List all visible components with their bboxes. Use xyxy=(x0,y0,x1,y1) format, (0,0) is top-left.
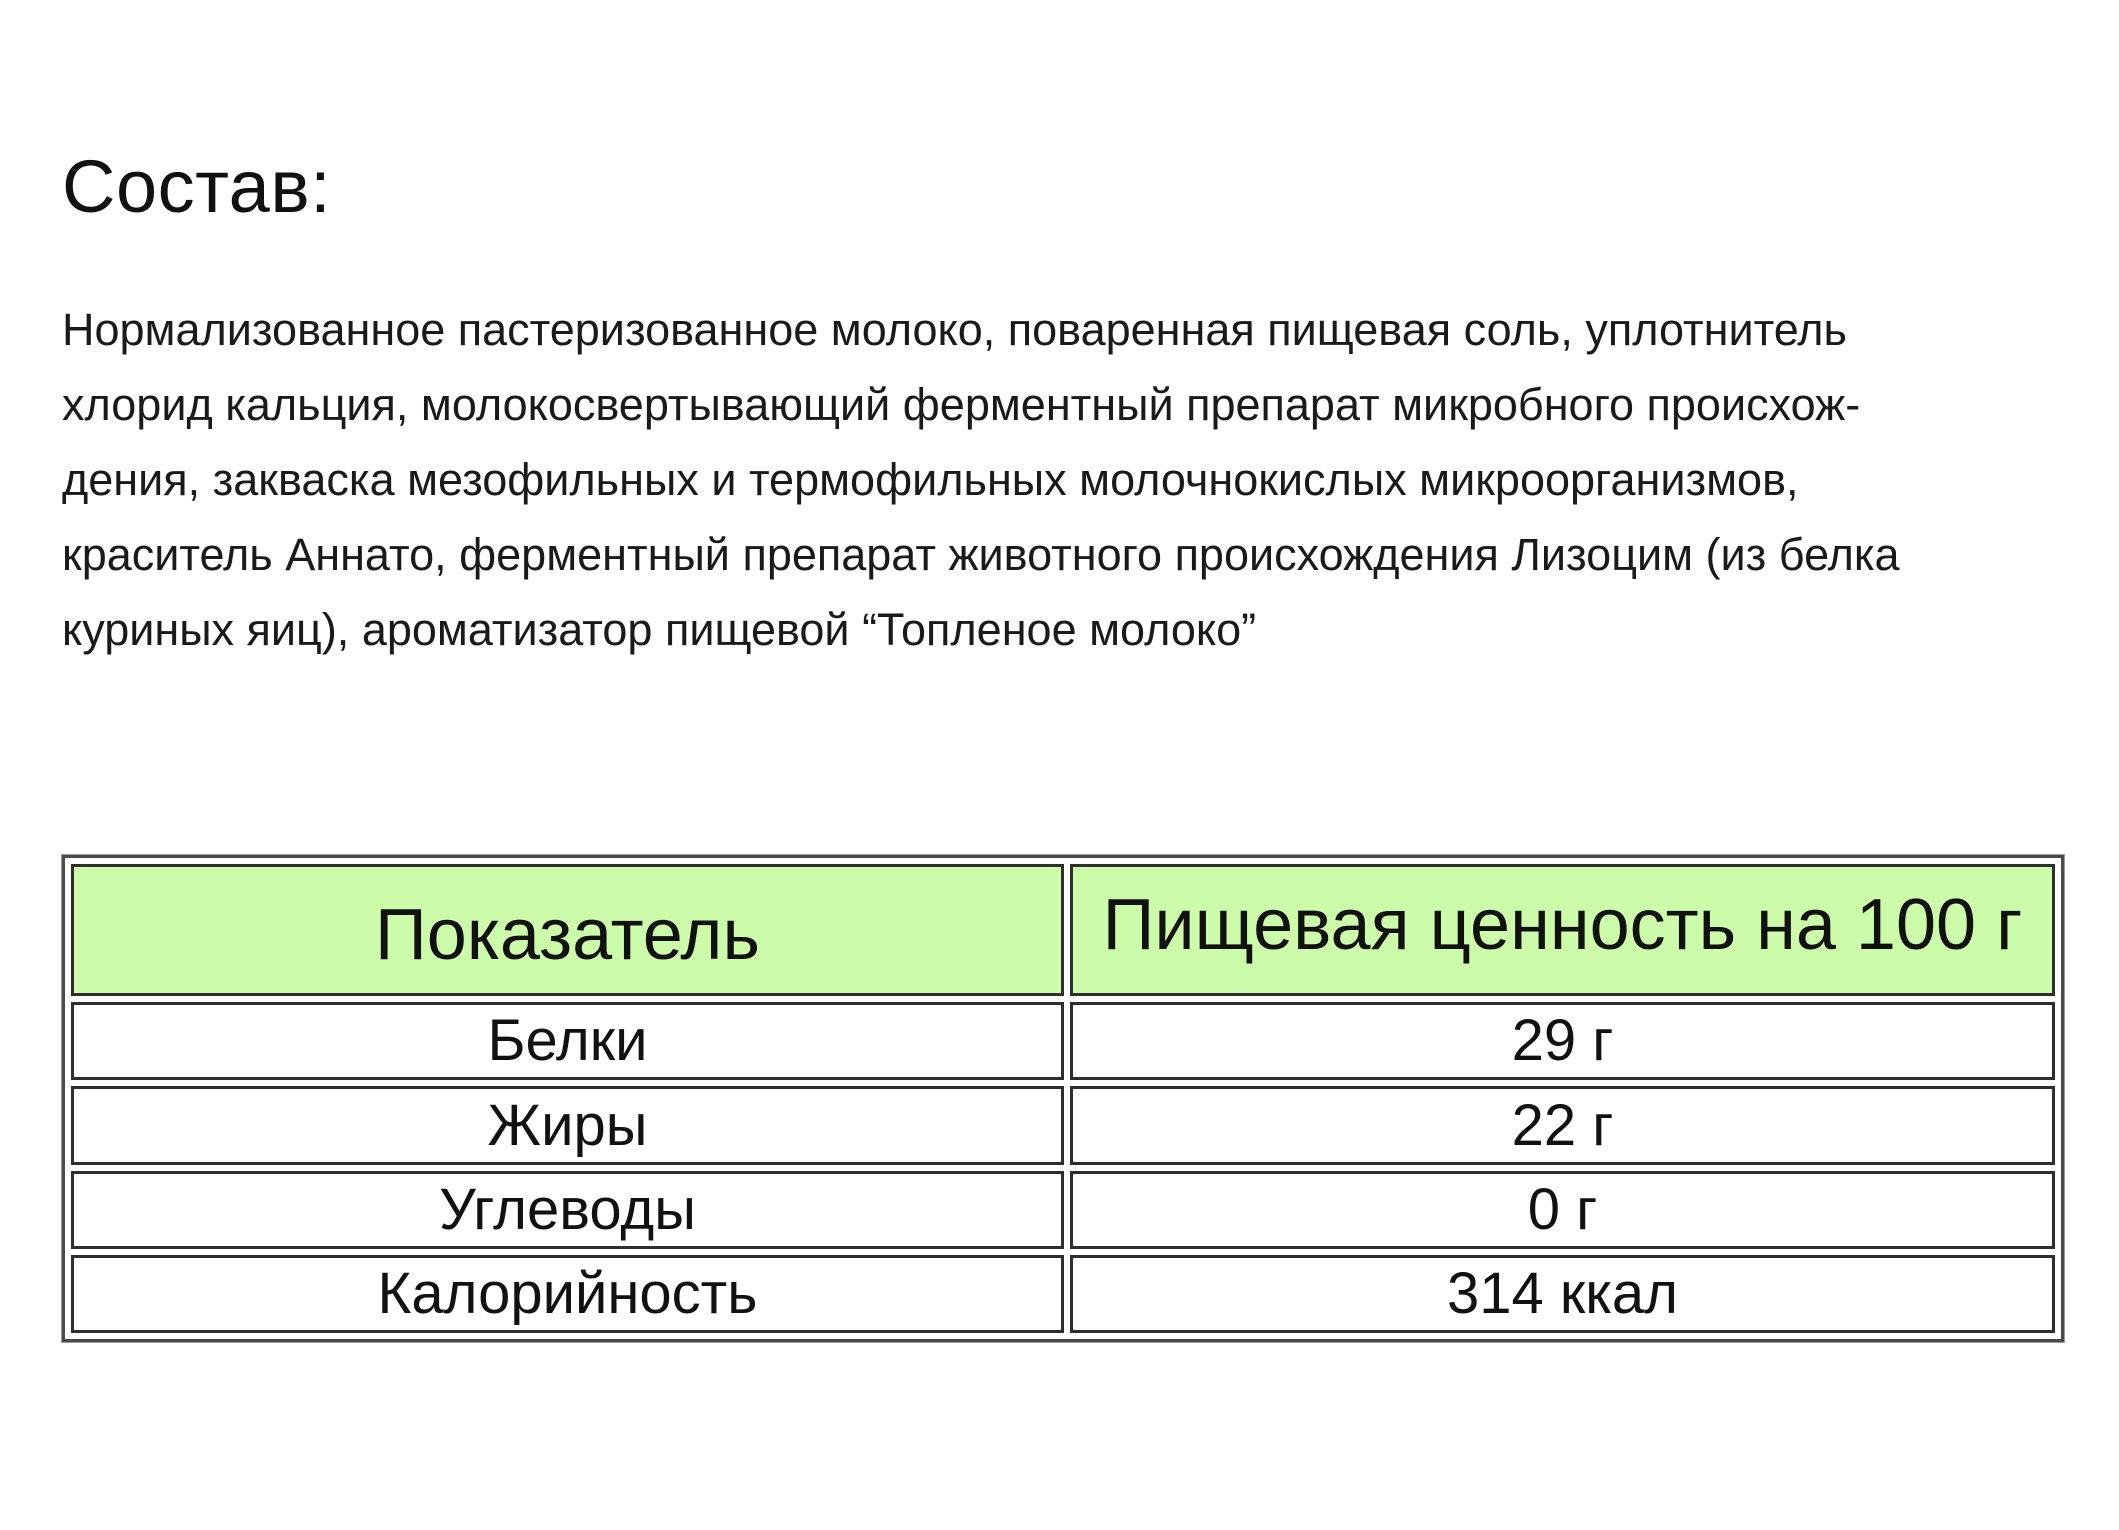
page-title: Состав: xyxy=(62,145,332,228)
row-label-fat: Жиры xyxy=(71,1086,1064,1164)
composition-line: краситель Аннато, ферментный препарат животного происхождения Лизоцим (из белка xyxy=(62,529,1900,580)
table-row xyxy=(71,1002,2055,1080)
composition-line: куриных яиц), ароматизатор пищевой “Топленое молоко” xyxy=(62,604,1257,655)
row-label-protein: Белки xyxy=(71,1002,1064,1080)
table-row xyxy=(71,1255,2055,1333)
composition-line: дения, закваска мезофильных и термофильных молочнокислых микроорганизмов, xyxy=(62,454,1799,505)
table-row xyxy=(71,1086,2055,1164)
table-header-row xyxy=(71,864,2055,996)
header-nutritional-value: Пищевая ценность на 100 г xyxy=(1070,864,2055,996)
row-value-calories: 314 ккал xyxy=(1070,1255,2055,1333)
row-value-carbs: 0 г xyxy=(1070,1171,2055,1249)
composition-line: хлорид кальция, молокосвертывающий ферментный препарат микробного происхож- xyxy=(62,379,1861,430)
row-value-fat: 22 г xyxy=(1070,1086,2055,1164)
composition-line: Нормализованное пастеризованное молоко, поваренная пищевая соль, уплотнитель xyxy=(62,304,1847,355)
row-label-calories: Калорийность xyxy=(71,1255,1064,1333)
composition-text xyxy=(62,292,2062,667)
nutrition-table xyxy=(62,855,2064,1342)
row-label-carbs: Углеводы xyxy=(71,1171,1064,1249)
row-value-protein: 29 г xyxy=(1070,1002,2055,1080)
table-row xyxy=(71,1171,2055,1249)
header-indicator: Показатель xyxy=(71,864,1064,996)
